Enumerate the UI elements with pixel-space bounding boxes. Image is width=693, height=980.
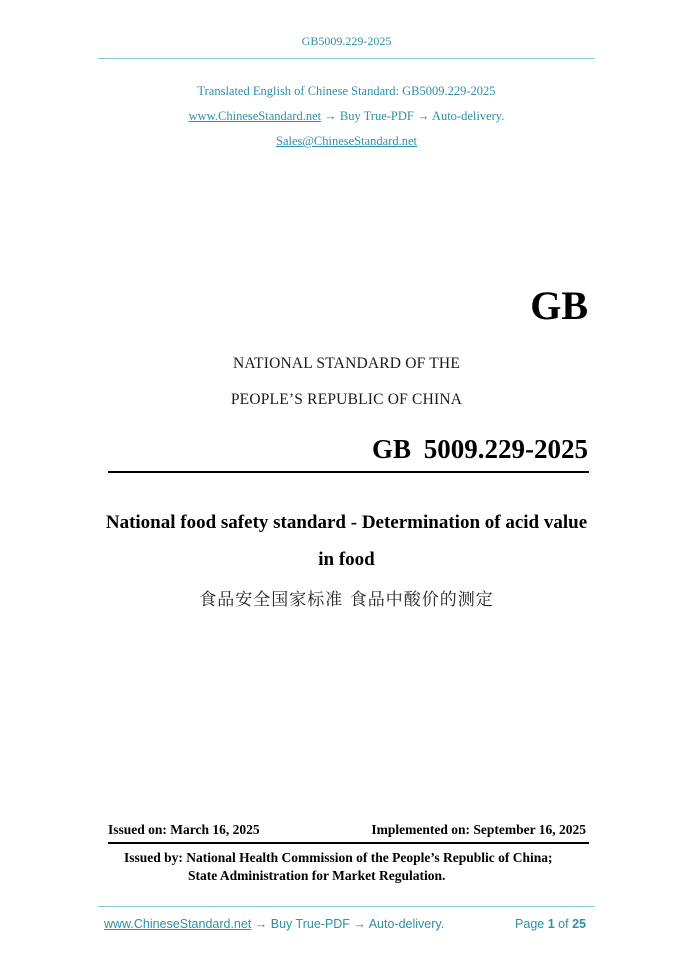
site-link[interactable]: www.ChineseStandard.net [188, 109, 322, 123]
header-standard-code: GB5009.229-2025 [301, 34, 392, 48]
header-divider [98, 58, 595, 59]
footer-divider [98, 906, 595, 907]
footer-promo-suffix: → Buy True-PDF → Auto-delivery. [251, 917, 445, 931]
english-title-line-2: in food [318, 549, 375, 570]
issued-on-date: Issued on: March 16, 2025 [108, 822, 260, 837]
site-promo-line [0, 109, 693, 124]
footer-promo [104, 917, 444, 931]
standard-number: GB 5009.229-2025 [371, 434, 588, 464]
chinese-title: 食品安全国家标准 食品中酸价的测定 [199, 590, 494, 610]
english-title-line-1: National food safety standard - Determination of acid value [105, 512, 588, 533]
translated-notice: Translated English of Chinese Standard: GB5009.229-2025 [197, 84, 496, 98]
implemented-on-date: Implemented on: September 16, 2025 [371, 822, 586, 837]
national-standard-line-2: PEOPLE’S REPUBLIC OF CHINA [230, 391, 463, 408]
standard-number-divider [108, 471, 589, 473]
page-of: of [558, 917, 569, 931]
page-current: 1 [547, 917, 555, 931]
sales-email-link[interactable]: Sales@ChineseStandard.net [276, 134, 417, 148]
page-total: 25 [572, 917, 586, 931]
site-promo-suffix: → Buy True-PDF → Auto-delivery. [321, 109, 505, 123]
issuer-line-2: State Administration for Market Regulation. [188, 868, 446, 883]
national-standard-line-1: NATIONAL STANDARD OF THE [232, 355, 460, 372]
page-indicator [490, 917, 586, 931]
page-label: Page [515, 917, 545, 931]
footer-site-link[interactable]: www.ChineseStandard.net [104, 917, 252, 931]
sales-line [0, 134, 693, 149]
dates-divider [108, 842, 589, 844]
issuer-line-1: Issued by: National Health Commission of the People’s Republic of China; [124, 850, 553, 865]
gb-logo: GB [530, 283, 588, 328]
